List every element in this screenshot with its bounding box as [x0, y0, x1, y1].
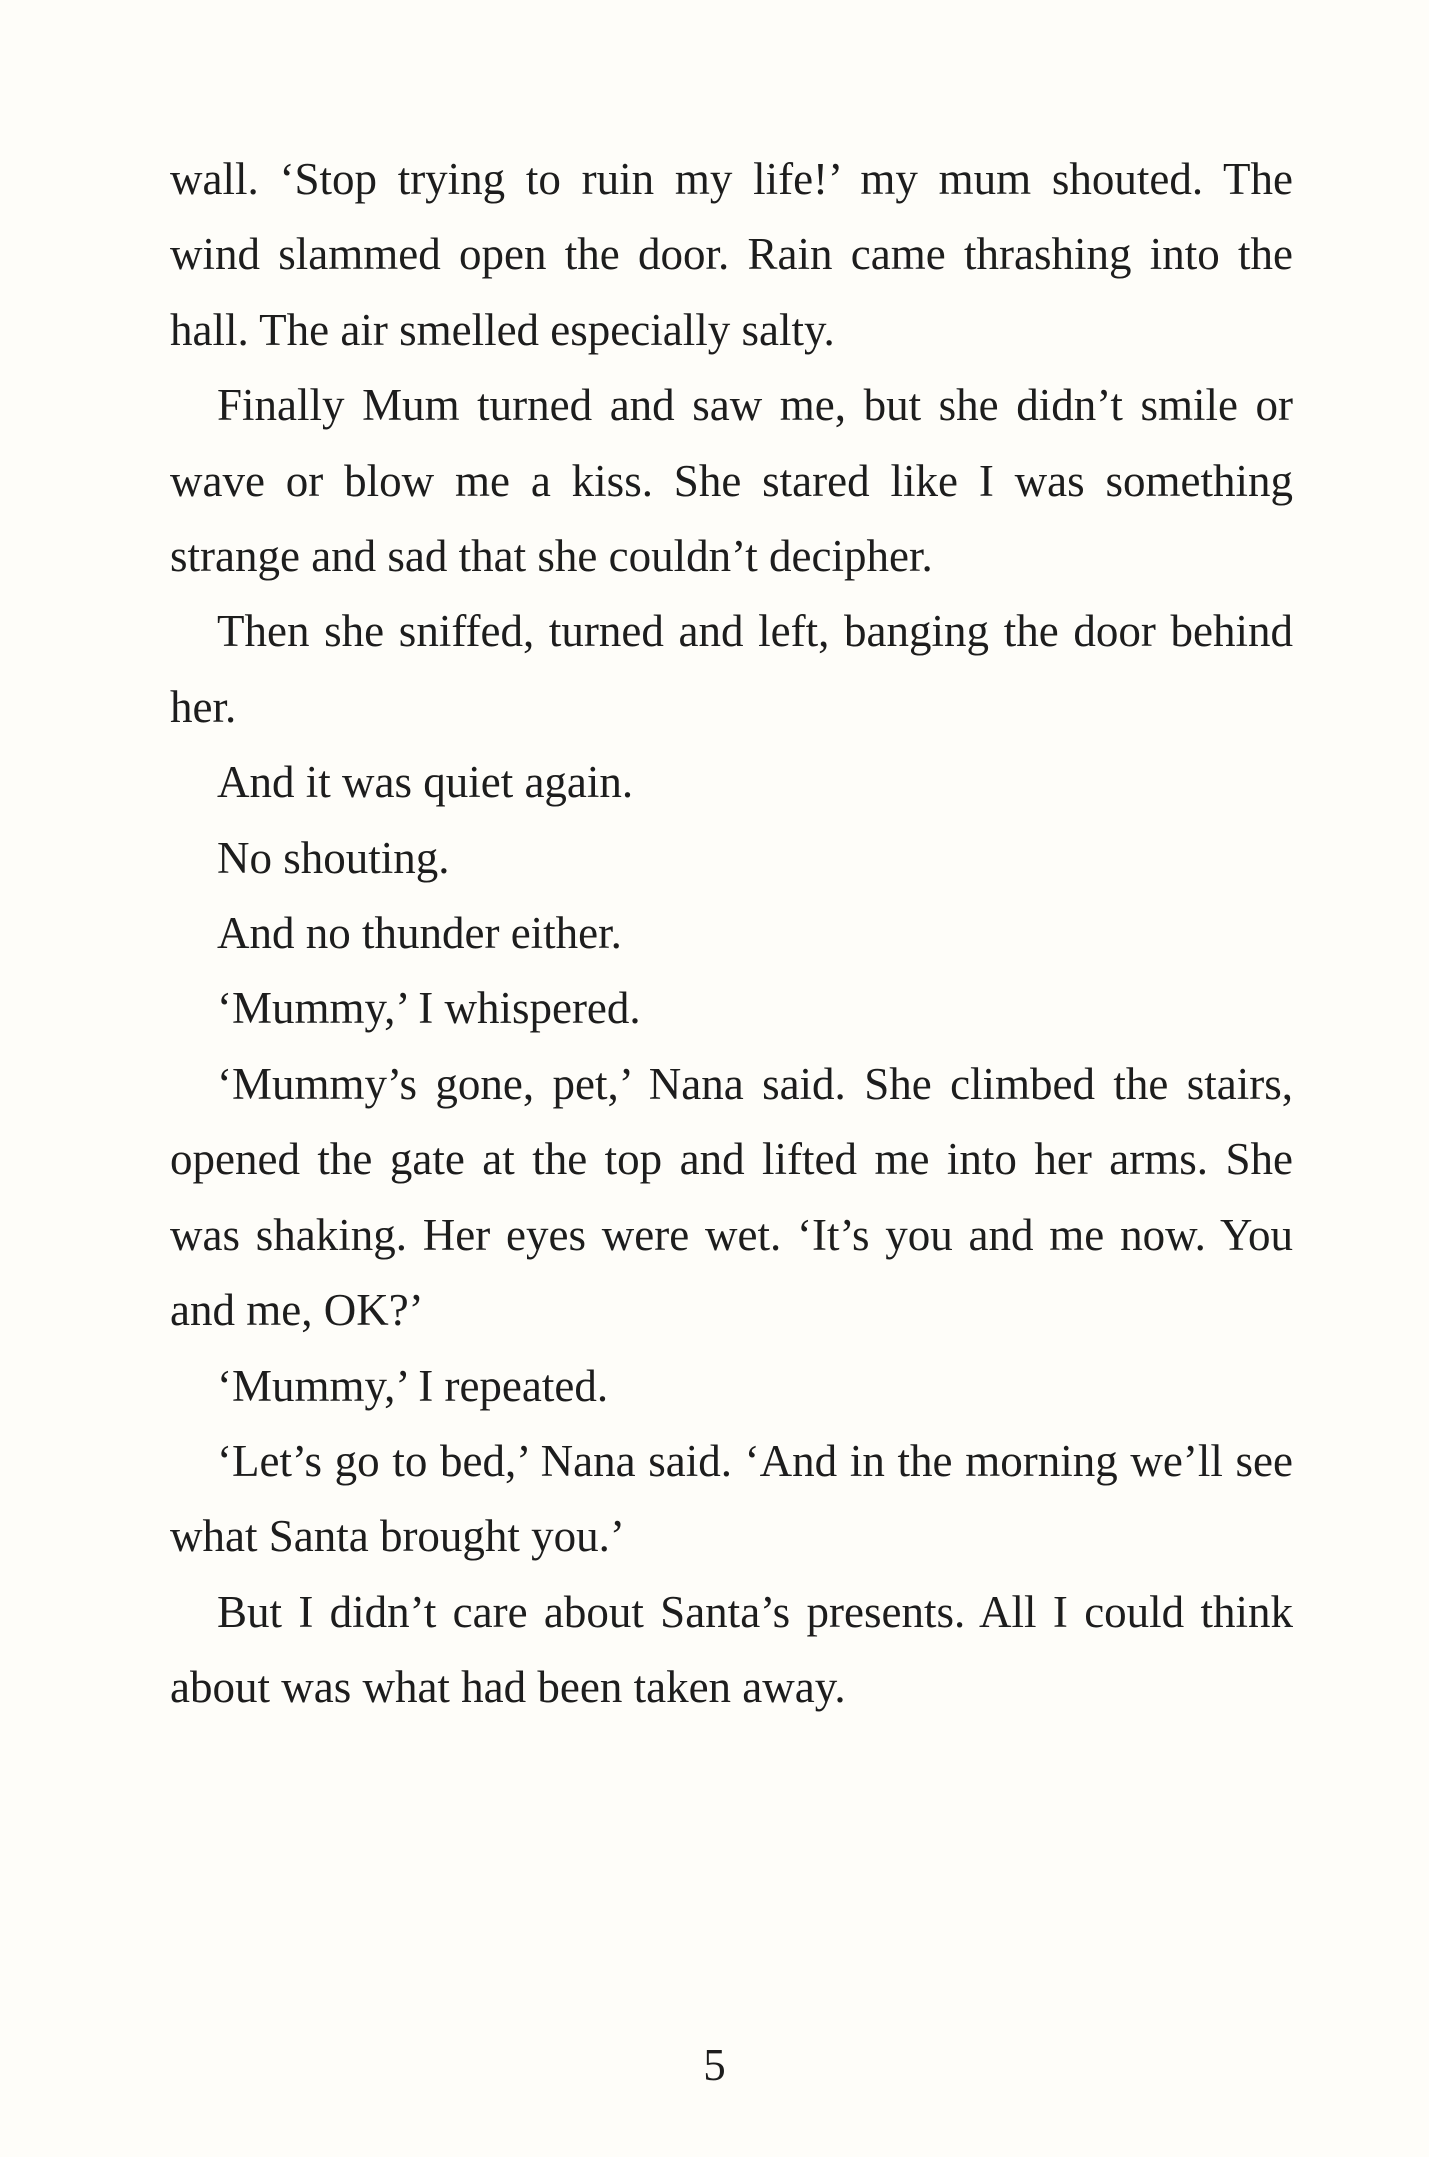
paragraph: No shouting. [217, 832, 450, 883]
page-number: 5 [703, 2040, 726, 2090]
paragraph: ‘Mummy,’ I whispered. [217, 983, 641, 1034]
paragraph: wall. ‘Stop trying to ruin my life!’ my mum shouted. The wind slammed open the door. Rain came thrashing into the hall. The air smelled especially salty. [170, 154, 1293, 355]
paragraph: ‘Mummy’s gone, pet,’ Nana said. She climbed the stairs, opened the gate at the top and lifted me into her arms. She was shaking. Her eyes were wet. ‘It’s you and me now. You and me, OK?’ [170, 1058, 1293, 1336]
paragraph: Then she sniffed, turned and left, banging the door behind her. [170, 606, 1293, 732]
paragraph: ‘Let’s go to bed,’ Nana said. ‘And in the morning we’ll see what Santa brought you.’ [170, 1435, 1293, 1562]
page-body [170, 142, 1293, 1726]
paragraph: And it was quiet again. [217, 757, 634, 808]
paragraph: ‘Mummy,’ I repeated. [217, 1360, 609, 1411]
paragraph: But I didn’t care about Santa’s presents. All I could think about was what had been taken away. [170, 1586, 1293, 1713]
paragraph: Finally Mum turned and saw me, but she didn’t smile or wave or blow me a kiss. She stared like I was something strange and sad that she couldn’t decipher. [170, 380, 1293, 582]
paragraph: And no thunder either. [217, 908, 622, 959]
